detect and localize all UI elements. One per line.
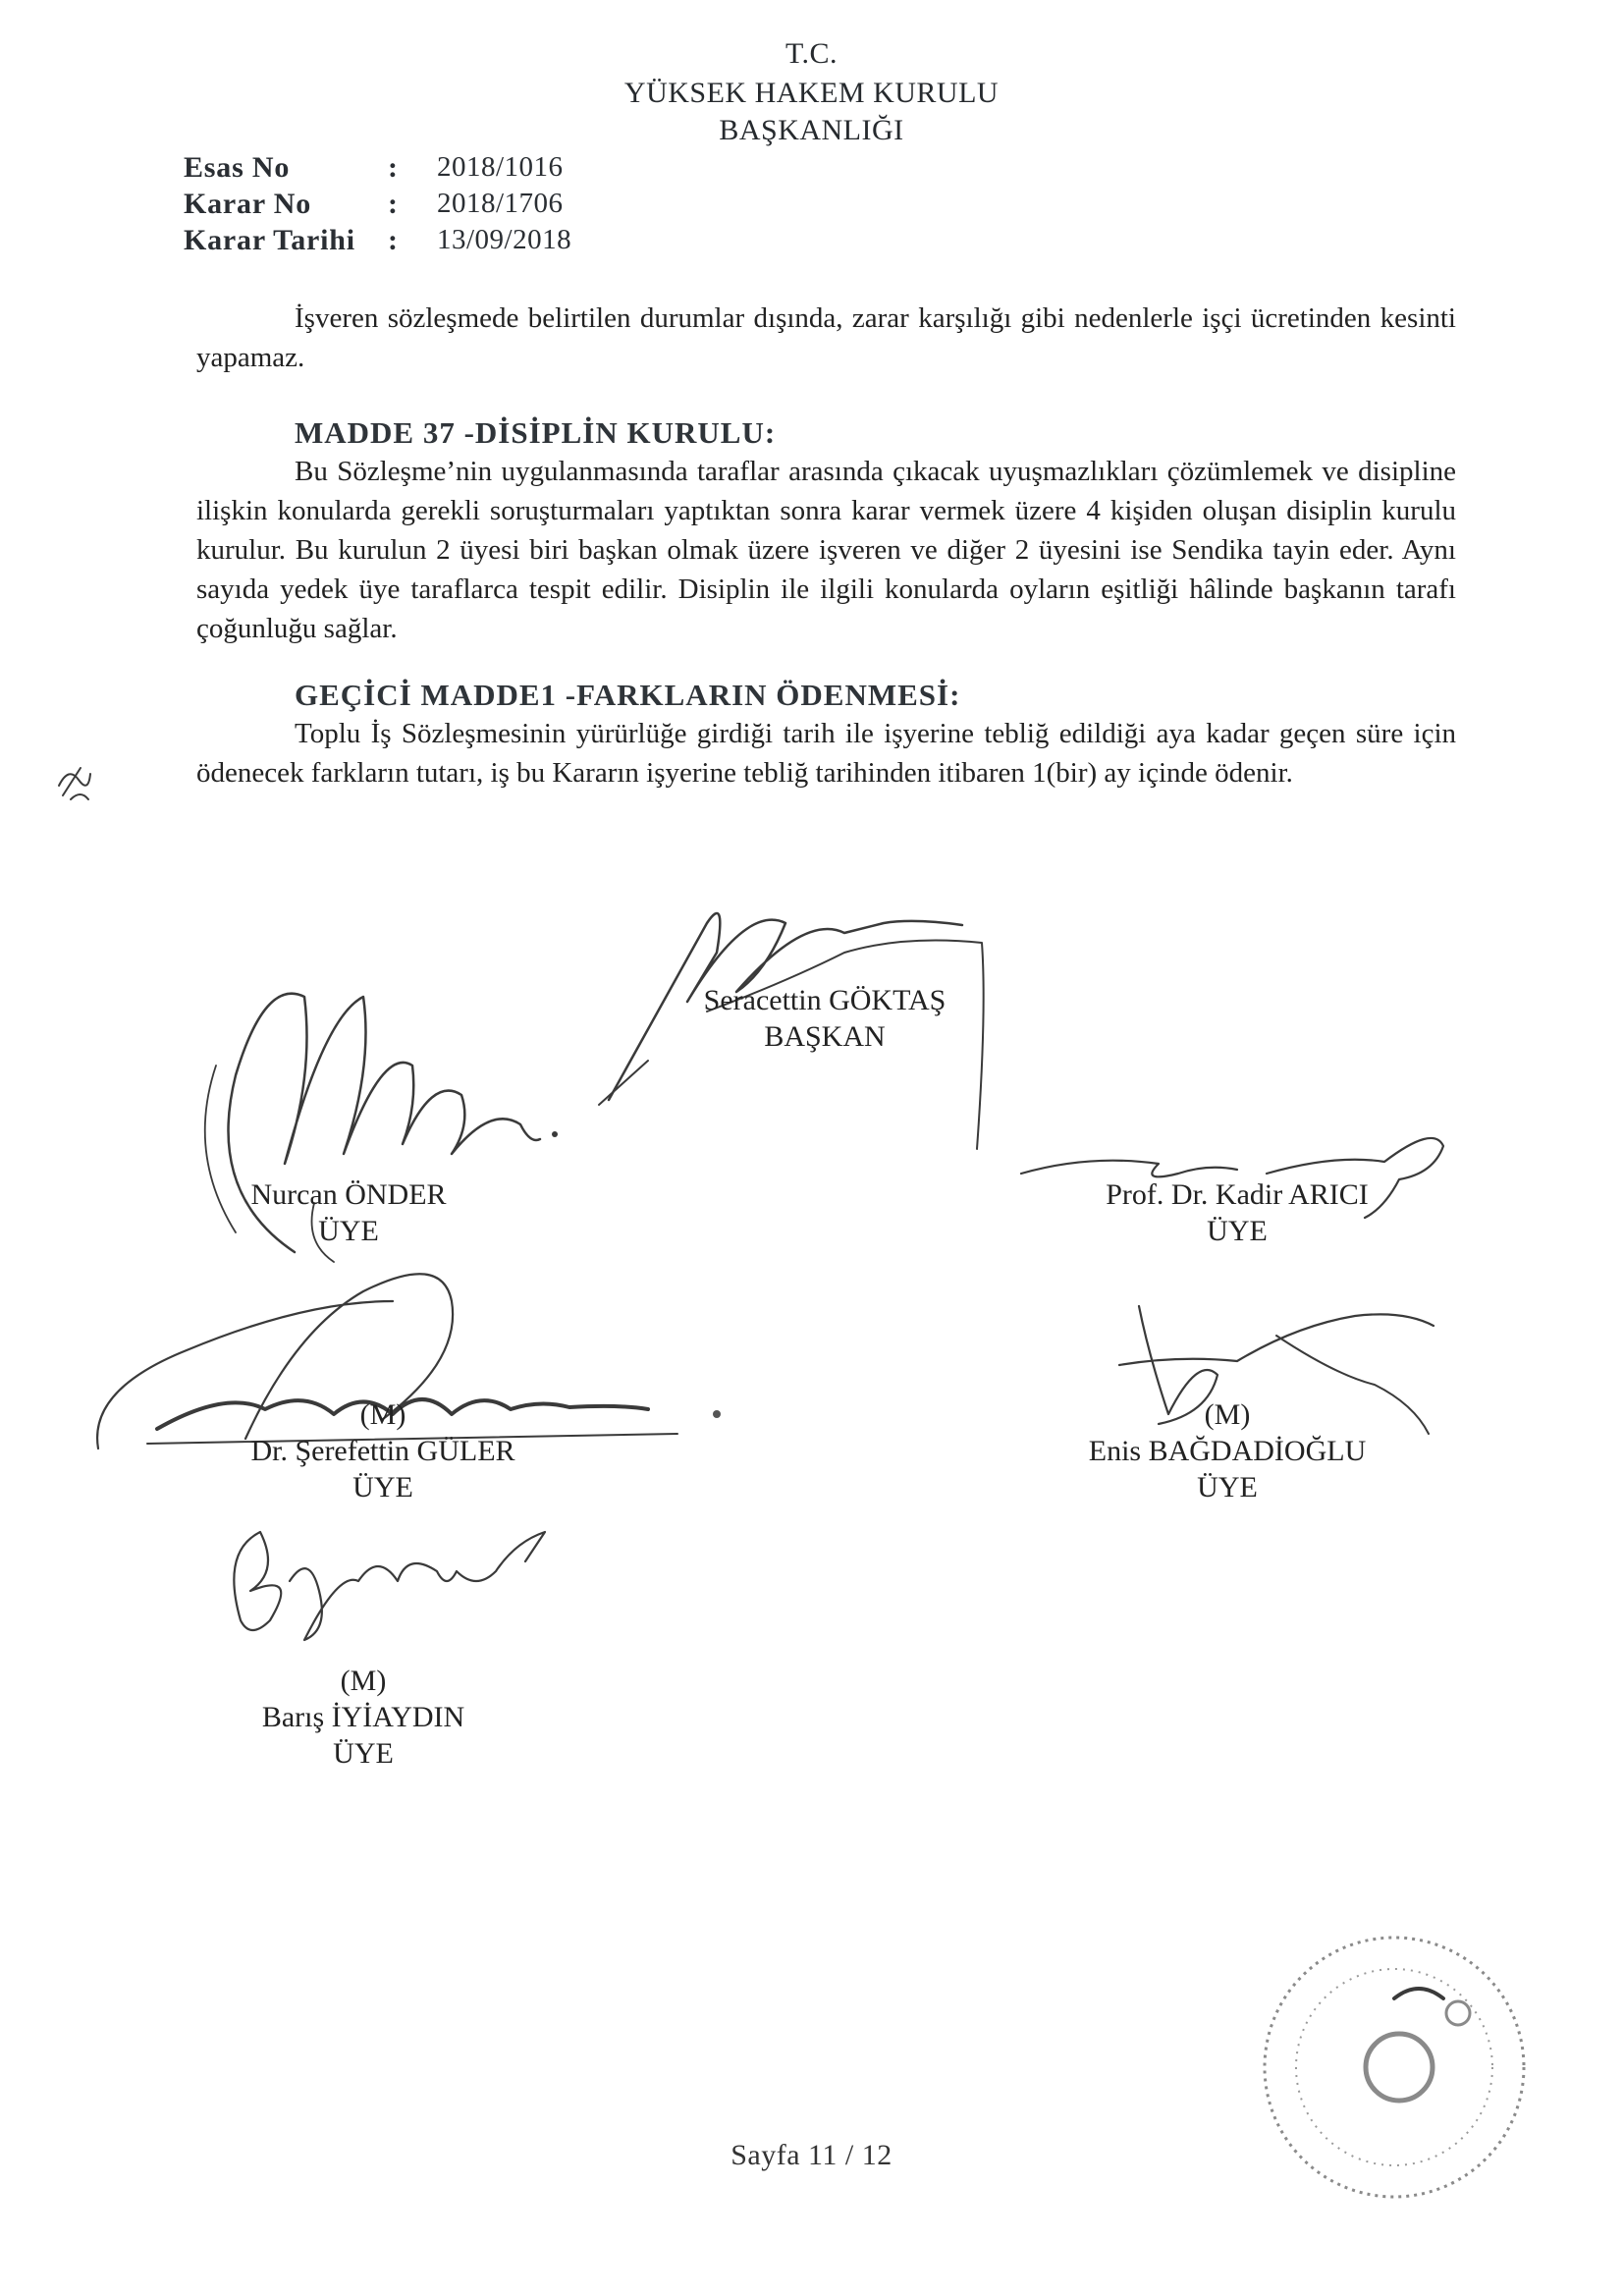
member4-mark: (M) [1204,1398,1251,1431]
member2-name: Prof. Dr. Kadir ARICI [1106,1178,1369,1211]
section-heading-gecici: GEÇİCİ MADDE1 -FARKLARIN ÖDENMESİ: [295,678,961,712]
header-institution: YÜKSEK HAKEM KURULU [623,77,1000,109]
meta-colon-esas: : [388,151,398,184]
meta-label-tarih: Karar Tarihi [184,224,355,256]
page-separator: / [844,2139,854,2171]
meta-label-esas: Esas No [184,151,291,184]
member4-title: ÜYE [1197,1471,1258,1503]
member1-name: Nurcan ÖNDER [250,1178,447,1211]
section-heading-madde37: MADDE 37 -DİSİPLİN KURULU: [295,415,777,450]
page-current: 11 [808,2139,838,2171]
margin-initial-mark [51,756,100,815]
meta-value-tarih: 13/09/2018 [437,224,572,255]
header-presidency: BAŞKANLIĞI [719,114,904,146]
page-total: 12 [861,2139,893,2171]
intro-paragraph [196,299,1456,377]
section-paragraph-madde37 [196,452,1456,648]
meta-label-karar: Karar No [184,188,311,220]
chair-name: Seracettin GÖKTAŞ [703,984,947,1016]
member5-name: Barış İYİAYDIN [261,1701,465,1733]
member3-name: Dr. Şerefettin GÜLER [250,1435,515,1467]
page-prefix: Sayfa [730,2139,801,2171]
meta-colon-tarih: : [388,224,398,256]
section-paragraph-gecici [196,714,1456,793]
member3-title: ÜYE [352,1471,413,1503]
meta-value-esas: 2018/1016 [437,151,564,183]
page-number [0,2139,1623,2172]
member4-name: Enis BAĞDADİOĞLU [1088,1435,1367,1467]
member3-mark: (M) [359,1398,406,1431]
meta-colon-karar: : [388,188,398,220]
member2-title: ÜYE [1207,1215,1268,1247]
signature-iyiaydin [211,1512,565,1650]
member1-title: ÜYE [318,1215,379,1247]
member5-title: ÜYE [333,1737,394,1770]
member5-mark: (M) [340,1665,387,1697]
header-tc: T.C. [784,37,839,70]
intro-text: İşveren sözleşmede belirtilen durumlar dışında, zarar karşılığı gibi nedenlerle işçi ücretinden kesinti yapamaz. [196,302,1456,373]
section-text-madde37: Bu Sözleşme’nin uygulanmasında taraflar arasında çıkacak uyuşmazlıkları çözümlemek ve disipline ilişkin konularda gerekli soruşturmaları yaptıktan sonra karar vermek üzere 4 kişiden oluşan disiplin kurulu kurulur. Bu kurulun 2 üyesi biri başkan olmak üzere işveren ve diğer 2 üyesini ise Sendika tayin eder. Aynı sayıda yedek üye taraflarca tespit edilir. Disiplin ile ilgili konularda oyların eşitliği hâlinde başkanın tarafı çoğunluğu sağlar. [196,456,1456,644]
section-text-gecici: Toplu İş Sözleşmesinin yürürlüğe girdiği tarih ile işyerine tebliğ edildiği aya kadar geçen süre için ödenecek farkların tutarı, iş bu Kararın işyerine tebliğ tarihinden itibaren 1(bir) ay içinde ödenir. [196,718,1456,789]
meta-value-karar: 2018/1706 [437,188,564,219]
chair-title: BAŞKAN [764,1020,886,1053]
